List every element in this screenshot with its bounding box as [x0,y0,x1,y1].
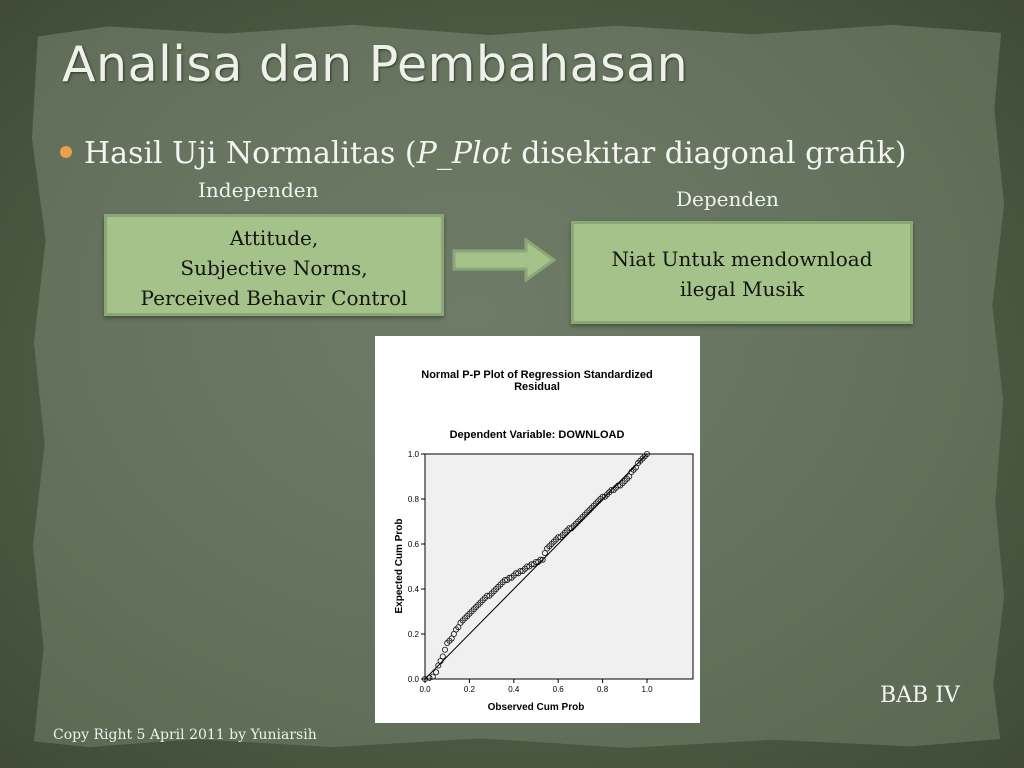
pp-plot-chart [375,336,700,723]
dependent-variable-box [571,221,913,324]
dependent-item: ilegal Musik [679,277,805,301]
y-tick-label: 0.2 [407,630,419,639]
independent-item: Subjective Norms, [180,256,368,280]
y-axis-label: Expected Cum Prob [394,518,405,614]
x-tick-label: 1.0 [641,685,653,694]
chapter-label: BAB IV [880,683,960,708]
bullet-normality-test [60,136,906,171]
right-arrow-icon [452,238,556,282]
chart-title-line2: Residual [514,381,560,393]
x-tick-label: 0.2 [463,685,475,694]
copyright-footer: Copy Right 5 April 2011 by Yuniarsih [53,727,317,743]
y-tick-label: 1.0 [407,450,419,459]
independent-label: Independen [198,178,319,202]
x-tick-label: 0.8 [597,685,609,694]
y-tick-label: 0.8 [407,495,419,504]
x-tick-label: 0.6 [552,685,564,694]
bullet-suffix: disekitar diagonal grafik) [511,136,907,171]
bullet-italic: P_Plot [416,136,512,171]
y-tick-label: 0.0 [407,675,419,684]
x-tick-label: 0.0 [419,685,431,694]
dependent-label: Dependen [676,187,779,211]
independent-variables-box [104,214,444,316]
bullet-prefix: Hasil Uji Normalitas ( [84,136,417,171]
slide-title: Analisa dan Pembahasan [62,36,689,93]
pp-plot-panel [375,336,700,723]
chart-subtitle: Dependent Variable: DOWNLOAD [449,429,625,441]
x-tick-label: 0.4 [508,685,520,694]
bullet-dot-icon [60,146,72,158]
chart-title-line1: Normal P-P Plot of Regression Standardized [421,369,653,381]
plot-area [425,454,693,679]
y-tick-label: 0.4 [407,585,419,594]
dependent-item: Niat Untuk mendownload [611,247,873,271]
y-tick-label: 0.6 [407,540,419,549]
x-axis-label: Observed Cum Prob [487,702,585,713]
independent-item: Attitude, [229,226,319,250]
independent-item: Perceived Behavir Control [140,286,408,310]
